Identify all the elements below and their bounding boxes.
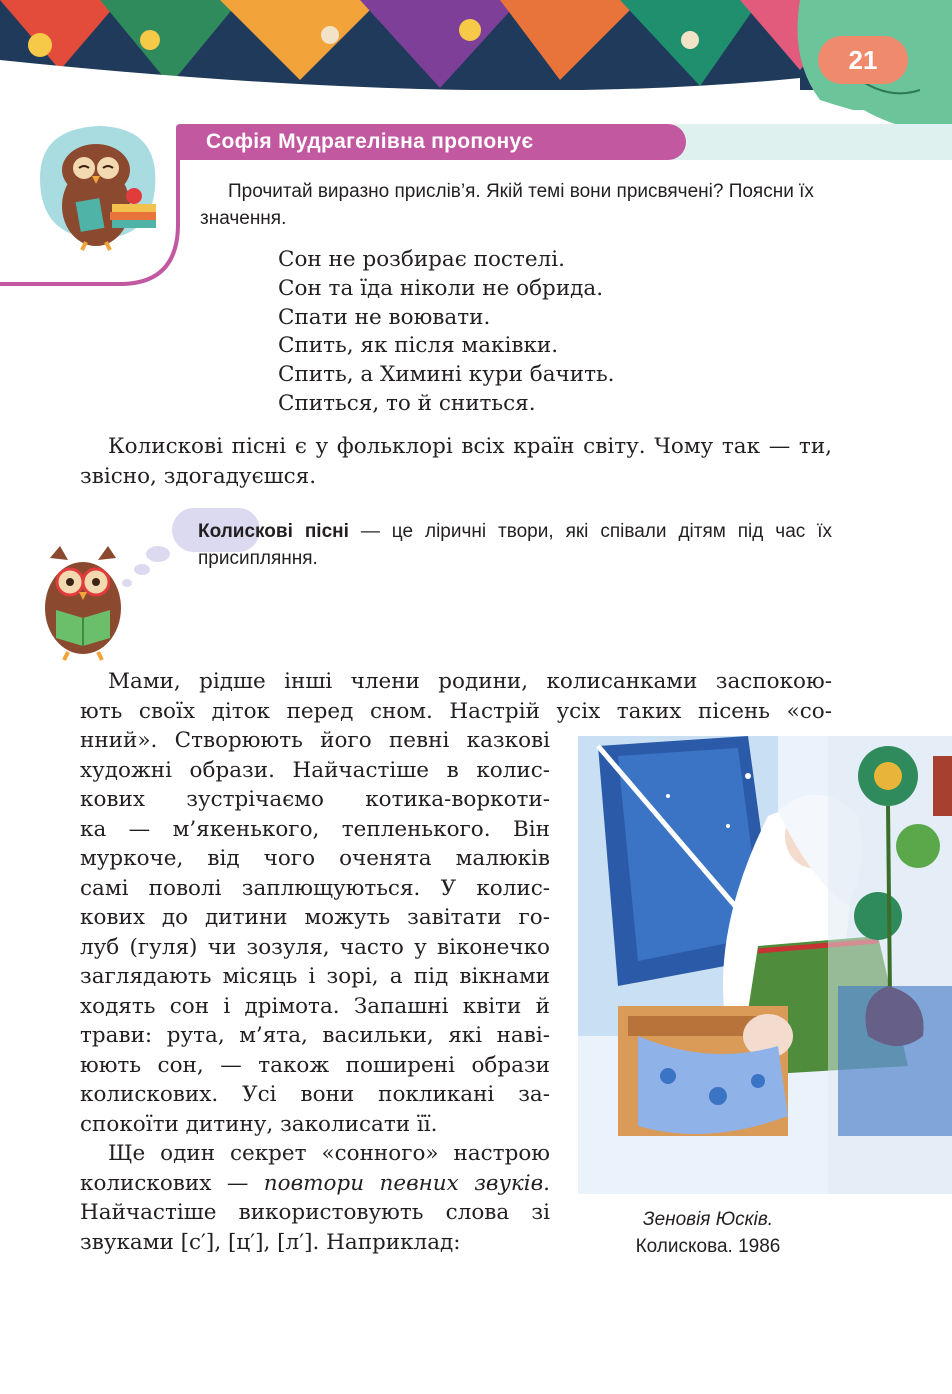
proverb-line: Сон та їда ніколи не обрида.: [278, 275, 604, 301]
text-line: муркоче, від чого оченята малюків: [80, 846, 550, 871]
text-line: юють сон, — також поширені образи: [80, 1052, 550, 1078]
text-line: трави: рута, м’ята, васильки, які наві-: [80, 1023, 550, 1048]
intro-paragraph: Колискові пісні є у фольклорі всіх країн світу. Чому так — ти, звісно, здогадуєшся.: [80, 434, 832, 489]
text-line: самі поволі заплющуються. У колис-: [80, 875, 550, 901]
proverbs-list: [278, 246, 798, 419]
text-line: Мами, рідше інші члени родини, колисанками заспокою-: [108, 669, 832, 694]
text-line: луб (гуля) чи зозуля, часто у віконечко: [80, 934, 550, 960]
caption-title: Колискова. 1986: [635, 1236, 781, 1257]
text-line: Найчастіше використовують слова зі: [80, 1200, 550, 1225]
caption-author: Зеновія Юсків.: [642, 1209, 774, 1230]
proverb-line: Сон не розбирає постелі.: [278, 247, 565, 272]
lullaby-painting-image: [578, 736, 952, 1194]
proverb-line: Спати не воювати.: [278, 304, 491, 330]
text-fragment: .: [543, 1170, 550, 1196]
main-paragraph-column: [80, 726, 550, 1257]
text-line: спокоїти дитину, заколисати її.: [80, 1111, 438, 1137]
owl-reading-icon: [38, 538, 188, 663]
definition-block: [198, 518, 832, 572]
text-line: ють своїх діток перед сном. Настрій усіх таких пісень «со-: [80, 698, 832, 724]
definition-term: Колискові пісні: [198, 521, 349, 542]
text-line: Ще один секрет «сонного» настрою: [108, 1141, 550, 1166]
emphasized-text: повтори певних звуків: [263, 1170, 544, 1196]
text-line: нний». Створюють його певні казкові: [80, 728, 550, 753]
section-title: Софія Мудрагелівна пропонує: [176, 124, 686, 160]
text-line: кових зустрічаємо котика-воркоти-: [80, 787, 550, 812]
main-paragraph-top: [80, 667, 832, 726]
page-number: 21: [818, 36, 908, 84]
text-fragment: колискових —: [80, 1170, 264, 1196]
text-line: колискових. Усі вони покликані за-: [80, 1082, 550, 1107]
text-line-with-emphasis: [80, 1169, 550, 1199]
text-line: ходять сон і дрімота. Запашні квіти й: [80, 993, 550, 1019]
task-text: Прочитай виразно прислів’я. Якій темі вони присвячені? Поясни їх значення.: [200, 181, 814, 229]
text-line: заглядають місяць і зорі, а під вікнами: [80, 964, 550, 989]
proverb-line: Спиться, то й сниться.: [278, 390, 536, 416]
text-line: звуками [с′], [ц′], [л′]. Наприклад:: [80, 1229, 461, 1255]
text-line: ка — м’якенького, тепленького. Він: [80, 816, 550, 842]
illustration-caption: [578, 1206, 838, 1260]
proverb-line: Спить, а Химині кури бачить.: [278, 362, 615, 388]
text-line: художні образи. Найчастіше в колис-: [80, 757, 550, 783]
proverb-line: Спить, як після маківки.: [278, 333, 559, 359]
definition-text: — це ліричні твори, які співали дітям під час їх присипляння.: [198, 521, 832, 569]
text-line: кових до дитини можуть завітати го-: [80, 905, 550, 930]
owl-with-books-icon: [30, 118, 170, 258]
